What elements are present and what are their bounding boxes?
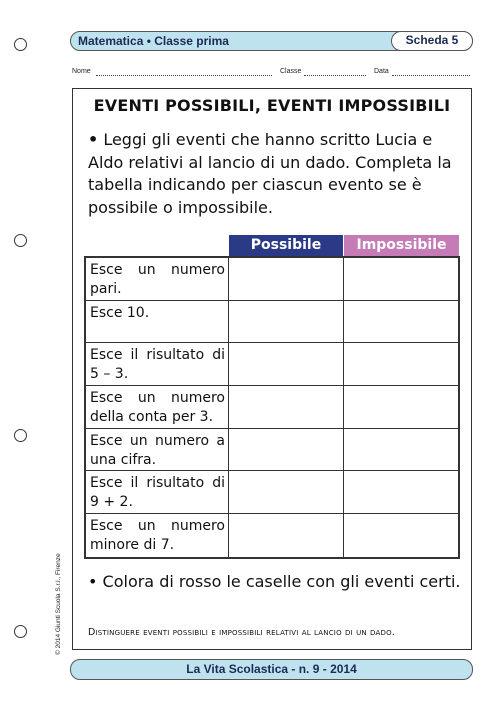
binder-hole-3 — [14, 429, 27, 442]
learning-objective: Distinguere eventi possibili e impossibili relativi al lancio di un dado. — [88, 627, 396, 638]
name-line[interactable] — [96, 75, 272, 76]
sheet-number: Scheda 5 — [391, 31, 473, 51]
second-instruction-body: Colora di rosso le caselle con gli eventi certi. — [102, 572, 461, 591]
date-label: Data — [374, 68, 389, 75]
column-header-impossible: Impossibile — [344, 235, 459, 256]
second-instruction — [88, 571, 468, 592]
event-label: Esce il risultato di 5 – 3. — [86, 343, 229, 385]
event-label: Esce il risultato di 9 + 2. — [86, 471, 229, 513]
event-label: Esce un numero a una cifra. — [86, 429, 229, 471]
possible-answer-cell[interactable] — [229, 514, 344, 557]
class-label: Classe — [280, 68, 302, 75]
exercise-heading: EVENTI POSSIBILI, EVENTI IMPOSSIBILI — [93, 96, 451, 115]
possible-answer-cell[interactable] — [229, 301, 344, 343]
possible-answer-cell[interactable] — [229, 343, 344, 385]
date-line[interactable] — [392, 75, 470, 76]
copyright-note: © 2014 Giunti Scuola S.r.l., Firenze — [55, 553, 62, 655]
column-header-possible: Possibile — [229, 235, 343, 256]
table-row — [86, 301, 458, 344]
binder-hole-4 — [14, 625, 27, 638]
binder-hole-2 — [14, 234, 27, 247]
impossible-answer-cell[interactable] — [344, 258, 458, 300]
impossible-answer-cell[interactable] — [344, 301, 458, 343]
impossible-answer-cell[interactable] — [344, 429, 458, 471]
events-table — [84, 256, 460, 559]
possible-answer-cell[interactable] — [229, 429, 344, 471]
name-label: Nome — [72, 68, 91, 75]
instruction-text — [88, 129, 468, 219]
instruction-body: Leggi gli eventi che hanno scritto Lucia e Aldo relativi al lancio di un dado. Completa la tabella indicando per ciascun evento se è possibile o impossibile. — [88, 130, 452, 217]
event-label: Esce un numero della conta per 3. — [86, 386, 229, 428]
table-row — [86, 343, 458, 386]
table-row — [86, 386, 458, 429]
possible-answer-cell[interactable] — [229, 386, 344, 428]
table-row — [86, 429, 458, 472]
student-fields — [72, 68, 472, 80]
table-row — [86, 258, 458, 301]
footer-band: La Vita Scolastica - n. 9 - 2014 — [70, 659, 473, 680]
binder-hole-1 — [14, 38, 27, 51]
class-line[interactable] — [304, 75, 366, 76]
impossible-answer-cell[interactable] — [344, 386, 458, 428]
bullet-icon: • — [88, 130, 99, 149]
event-label: Esce un numero minore di 7. — [86, 514, 229, 557]
possible-answer-cell[interactable] — [229, 258, 344, 300]
bullet-icon: • — [88, 572, 98, 591]
subject-title: Matematica • Classe prima — [78, 34, 229, 48]
table-row — [86, 471, 458, 514]
event-label: Esce 10. — [86, 301, 229, 343]
impossible-answer-cell[interactable] — [344, 471, 458, 513]
impossible-answer-cell[interactable] — [344, 343, 458, 385]
table-row — [86, 514, 458, 557]
possible-answer-cell[interactable] — [229, 471, 344, 513]
impossible-answer-cell[interactable] — [344, 514, 458, 557]
event-label: Esce un numero pari. — [86, 258, 229, 300]
